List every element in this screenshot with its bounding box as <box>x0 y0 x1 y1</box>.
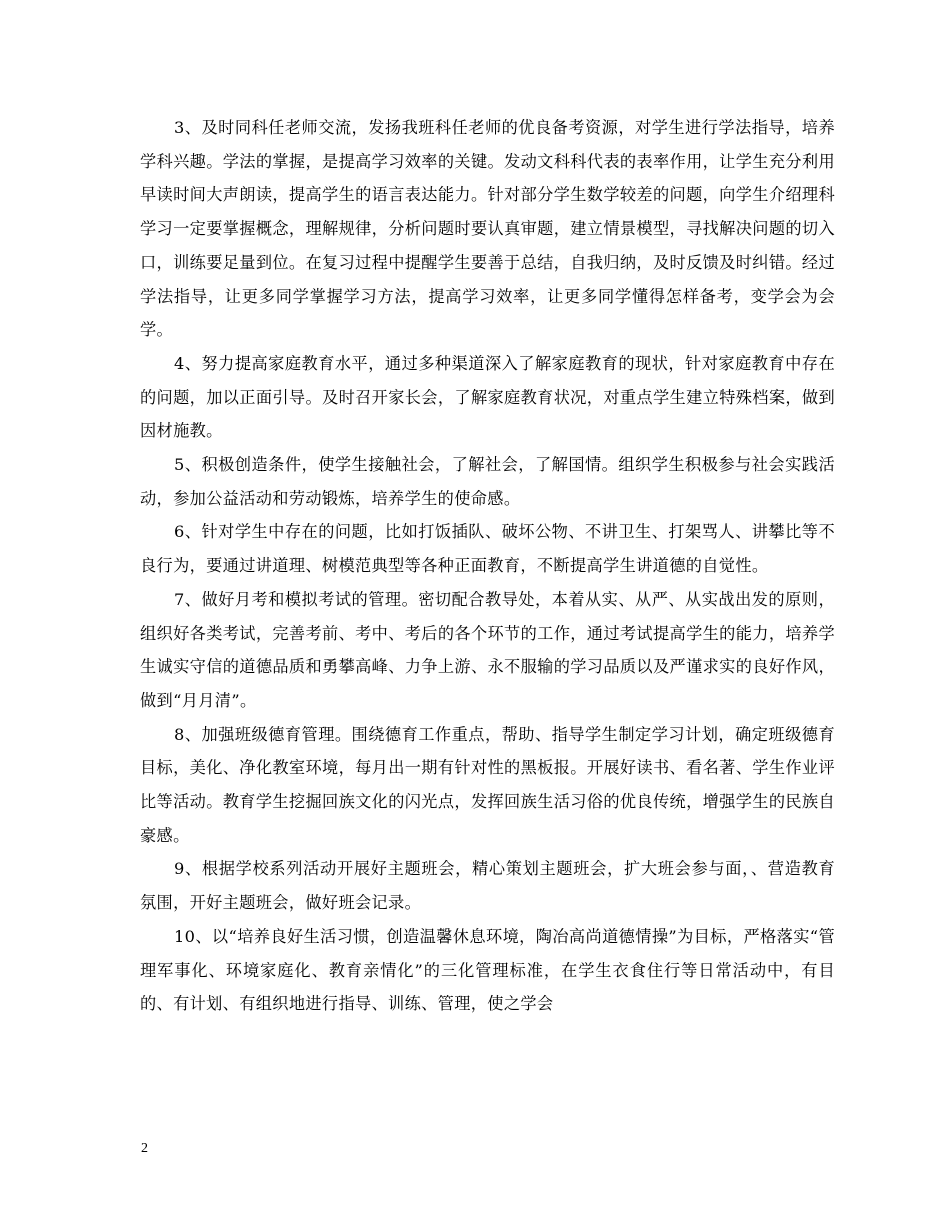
paragraph-6: 6、针对学生中存在的问题，比如打饭插队、破坏公物、不讲卫生、打架骂人、讲攀比等不良行为，要通过讲道理、树模范典型等各种正面教育，不断提高学生讲道德的自觉性。 <box>140 522 835 576</box>
paragraph-4: 4、努力提高家庭教育水平，通过多种渠道深入了解家庭教育的现状，针对家庭教育中存在的问题，加以正面引导。及时召开家长会，了解家庭教育状况，对重点学生建立特殊档案，做到因材施教。 <box>140 353 835 441</box>
paragraph-7: 7、做好月考和模拟考试的管理。密切配合教导处，本着从实、从严、从实战出发的原则，组织好各类考试，完善考前、考中、考后的各个环节的工作，通过考试提高学生的能力，培养学生诚实守信的道德品质和勇攀高峰、力争上游、永不服输的学习品质以及严谨求实的良好作风，做到“月月清”。 <box>140 589 835 710</box>
document-body <box>140 111 835 1021</box>
paragraph-3: 3、及时同科任老师交流，发扬我班科任老师的优良备考资源，对学生进行学法指导，培养学科兴趣。学法的掌握，是提高学习效率的关键。发动文科科代表的表率作用，让学生充分利用早读时间大声朗读，提高学生的语言表达能力。针对部分学生数学较差的问题，向学生介绍理科学习一定要掌握概念，理解规律，分析问题时要认真审题，建立情景模型，寻找解决问题的切入口，训练要足量到位。在复习过程中提醒学生要善于总结，自我归纳，及时反馈及时纠错。经过学法指导，让更多同学掌握学习方法，提高学习效率，让更多同学懂得怎样备考，变学会为会学。 <box>140 118 835 340</box>
paragraph-5: 5、积极创造条件，使学生接触社会，了解社会，了解国情。组织学生积极参与社会实践活动，参加公益活动和劳动锻炼，培养学生的使命感。 <box>140 455 835 508</box>
page-number: 2 <box>141 1141 148 1156</box>
paragraph-8: 8、加强班级德育管理。围绕德育工作重点，帮助、指导学生制定学习计划，确定班级德育目标，美化、净化教室环境，每月出一期有针对性的黑板报。开展好读书、看名著、学生作业评比等活动。教育学生挖掘回族文化的闪光点，发挥回族生活习俗的优良传统，增强学生的民族自豪感。 <box>140 724 835 845</box>
paragraph-10: 10、以“培养良好生活习惯，创造温馨休息环境，陶冶高尚道德情操”为目标，严格落实“管理军事化、环境家庭化、教育亲情化”的三化管理标准，在学生衣食住行等日常活动中，有目的、有计划、有组织地进行指导、训练、管理，使之学会 <box>140 926 835 1014</box>
paragraph-9: 9、根据学校系列活动开展好主题班会，精心策划主题班会，扩大班会参与面，、营造教育氛围，开好主题班会，做好班会记录。 <box>140 859 835 913</box>
